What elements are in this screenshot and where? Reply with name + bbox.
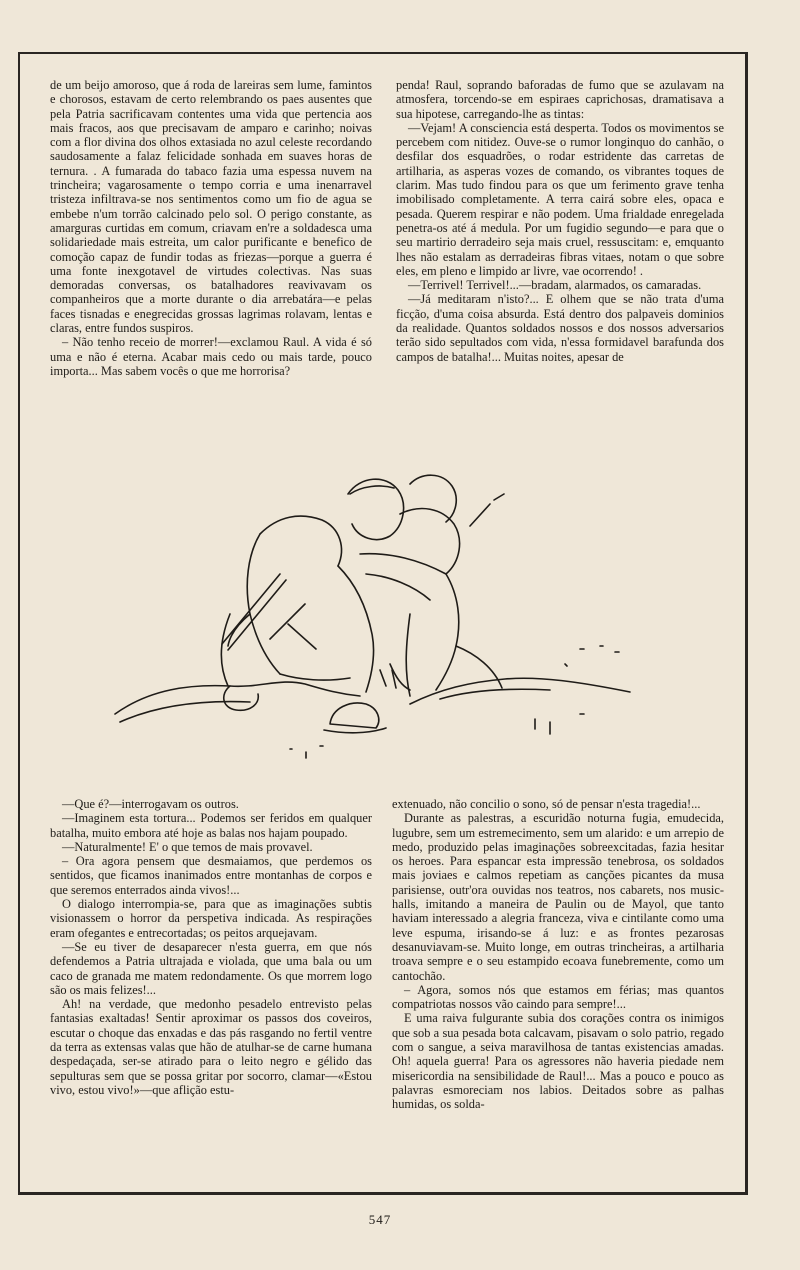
page-number: 547 [368,1212,392,1227]
paragraph: —Vejam! A consciencia está desperta. Todos os movimentos se percebem com nitidez. Ouve-se o rumor longinquo do canhão, o desfilar dos esquadrões, o rodar estridente das carretas de artilharia, as asperas vozes de comando, os vibrantes toques de clarim. Mas tudo findou para os que um ferimento grave tenha imobilisado completamente. A terra cairá sobre eles, opaca e pesada. Querem respirar e não podem. Uma frialdade enregelada penetra-os até á medula. Por um fugidio segundo—e para que o seu martirio derradeiro seja mais cruel, ressuscitam: e, emquanto lhes não estalam as derradeiras fibras vitaes, notam o que sobre eles, em pleno e limpido ar livre, vae ocorrendo! . [396,120,724,278]
paragraph: penda! Raul, soprando baforadas de fumo que se azulavam na atmosfera, torcendo-se em espiraes caprichosas, dramatisava a sua hipotese, carregando-lhe as tintas: [396,78,724,121]
paragraph: —Já meditaram n'isto?... E olhem que se não trata d'uma ficção, d'uma coisa absurda. Está dentro dos palpaveis dominios da realidade. Quantos soldados nossos e dos nossos adversarios terão sido sepultados com vida, n'essa formidavel barafunda dos campos de batalha!... Muitas noites, apesar de [396,292,724,364]
paragraph: de um beijo amoroso, que á roda de lareiras sem lume, famintos e chorosos, estavam de certo relembrando os paes ausentes que pela Patria sacrificavam contentes uma vida que pertencia aos mais fracos, aos que precisavam de amparo e carinho; noivas com a flor divina dos olhos extasiada no azul celeste recordando saudosamente a falaz felicidade sonhada em suaves horas de ternura. . A fumarada do tabaco fazia uma espessa nuvem na trincheira; vagarosamente o tempo corria e uma inenarravel tristeza infiltrava-se nos sentimentos como um fio de agua se embebe n'um torrão calcinado pelo sol. O perigo constante, as amarguras curtidas em comum, criavam en're a soldadesca uma solidariedade mais estreita, um calor purificante e benefico de comoção capaz de fundir todas as friezas—porque a guerra é uma fonte inexgotavel de virtudes colectivas. Nas suas demoradas conversas, os batalhadores reavivavam os companheiros que a morte durante o dia arrebatára—e pelas faces tisnadas e enegrecidas grossas lagrimas rolavam, lentas e claras, entre fundos suspiros. [50,78,372,336]
paragraph: —Imaginem esta tortura... Podemos ser feridos em qualquer batalha, muito embora até hoje as balas nos hajam poupado. [50,811,372,840]
paragraph: E uma raiva fulgurante subia dos corações contra os inimigos que sob a sua pesada bota calcavam, pisavam o solo patrio, regado com o sangue, a seiva maravilhosa de tantas existencias amadas. Oh! aquela guerra! Para os agressores não haveria piedade nem misericordia na sensibilidade de Raul!... Mas a pouco e pouco as palavras esmoreciam nos labios. Deitados sobre as palhas humidas, os solda- [392,1011,724,1112]
paragraph: —Naturalmente! E' o que temos de mais provavel. [62,839,313,854]
column-3 [50,797,372,1097]
soldiers-trench-drawing [110,464,650,764]
column-4 [392,797,724,1112]
column-2 [396,78,724,364]
paragraph: – Ora agora pensem que desmaiamos, que perdemos os sentidos, que ficamos inanimados entre montanhas de corpos e que seremos enterrados ainda vivos!... [50,854,372,897]
paragraph: —Se eu tiver de desaparecer n'esta guerra, em que nós defendemos a Patria ultrajada e violada, que uma bala ou um caco de granada me matem redondamente. Os que morrem logo são os mais felizes!... [50,939,372,997]
paragraph: Durante as palestras, a escuridão noturna fugia, emudecida, lugubre, sem um estremecimento, sem um alarido: e um arrepio de medo, produzido pelas imaginações sobreexcitadas, fazia hesitar os heroes. Para espancar esta impressão tenebrosa, os soldados mais joviaes e calmos repetiam as canções picantes da musa parisiense, outr'ora ouvidas nos teatros, nos cabarets, nos music-halls, imitando a maneira de Paulin ou de Mayol, que tanto haviam interessado a alegria franceza, viva e cintilante como uma leve espuma, irisando-se á luz: e as frontes pezarosas desanuviavam-se. Muito longe, em outras trincheiras, a artilharia troava sempre e o seu estampido ecoava funebremente, como um cantochão. [392,811,724,983]
paragraph: O dialogo interrompia-se, para que as imaginações subtis visionassem o horror da perspetiva indicada. As respirações eram ofegantes e entrecortadas; os peitos arquejavam. [50,897,372,940]
paragraph: —Que é?—interrogavam os outros. [62,797,239,811]
paragraph: – Não tenho receio de morrer!—exclamou Raul. A vida é só uma e não é eterna. Acabar mais cedo ou mais tarde, pouco importa... Mas sabem vocês o que me horrorisa? [50,335,372,378]
paragraph: —Terrivel! Terrivel!...—bradam, alarmados, os camaradas. [408,278,702,293]
column-1 [50,78,372,378]
paragraph: extenuado, não concilio o sono, só de pensar n'esta tragedia!... [392,797,701,811]
paragraph: – Agora, somos nós que estamos em férias; mas quantos compatriotas nossos vão caindo para sempre!... [392,982,724,1012]
paragraph: Ah! na verdade, que medonho pesadelo entrevisto pelas fantasias exaltadas! Sentir aproximar os passos dos coveiros, escutar o choque das enxadas e das pás rasgando no fertil ventre da terra as extensas valas que hão de atulhar-se de carne humana despedaçada, ser-se atirado para o leito negro e gélido das sepulturas sem que se possa gritar por socorro, clamar—«Estou vivo, estou vivo!»—que aflição estu- [50,997,372,1097]
